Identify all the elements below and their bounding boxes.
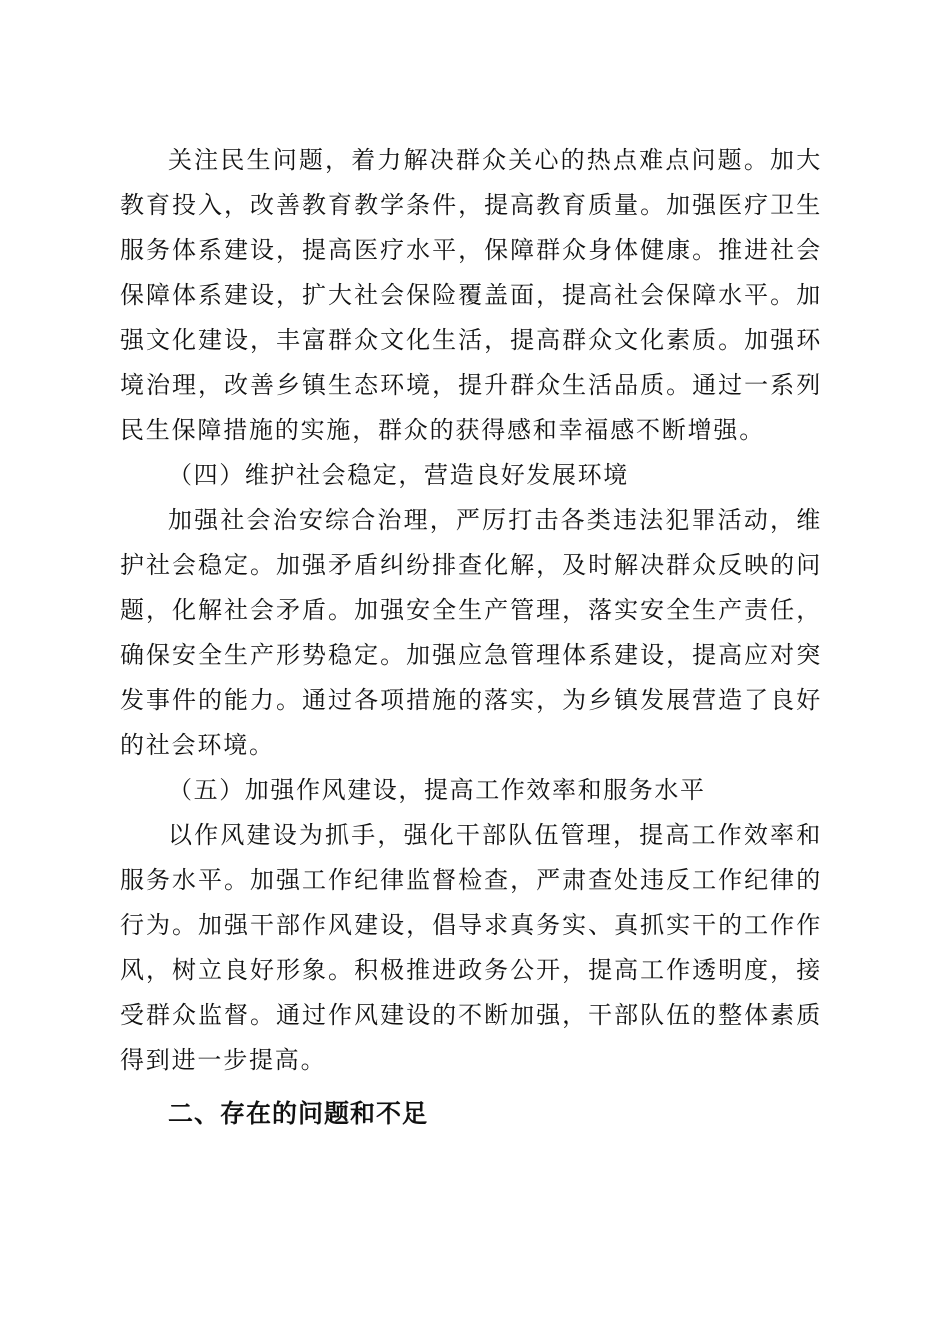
- section-2-heading: 二、存在的问题和不足: [168, 1099, 429, 1128]
- document-body: [120, 138, 822, 1136]
- paragraph-work-style: 以作风建设为抓手，强化干部队伍管理，提高工作效率和服务水平。加强工作纪律监督检查，严肃查处违反工作纪律的行为。加强干部作风建设，倡导求真务实、真抓实干的工作作风，树立良好形象。积极推进政务公开，提高工作透明度，接受群众监督。通过作风建设的不断加强，干部队伍的整体素质得到进一步提高。: [120, 821, 822, 1074]
- paragraph-stability: 加强社会治安综合治理，严厉打击各类违法犯罪活动，维护社会稳定。加强矛盾纠纷排查化解，及时解决群众反映的问题，化解社会矛盾。加强安全生产管理，落实安全生产责任，确保安全生产形势稳定。加强应急管理体系建设，提高应对突发事件的能力。通过各项措施的落实，为乡镇发展营造了良好的社会环境。: [120, 506, 822, 759]
- section-5-title: （五）加强作风建设，提高工作效率和服务水平: [168, 776, 706, 804]
- section-4-title: （四）维护社会稳定，营造良好发展环境: [168, 461, 629, 489]
- paragraph-livelihood: 关注民生问题，着力解决群众关心的热点难点问题。加大教育投入，改善教育教学条件，提高教育质量。加强医疗卫生服务体系建设，提高医疗水平，保障群众身体健康。推进社会保障体系建设，扩大社会保险覆盖面，提高社会保障水平。加强文化建设，丰富群众文化生活，提高群众文化素质。加强环境治理，改善乡镇生态环境，提升群众生活品质。通过一系列民生保障措施的实施，群众的获得感和幸福感不断增强。: [120, 146, 822, 444]
